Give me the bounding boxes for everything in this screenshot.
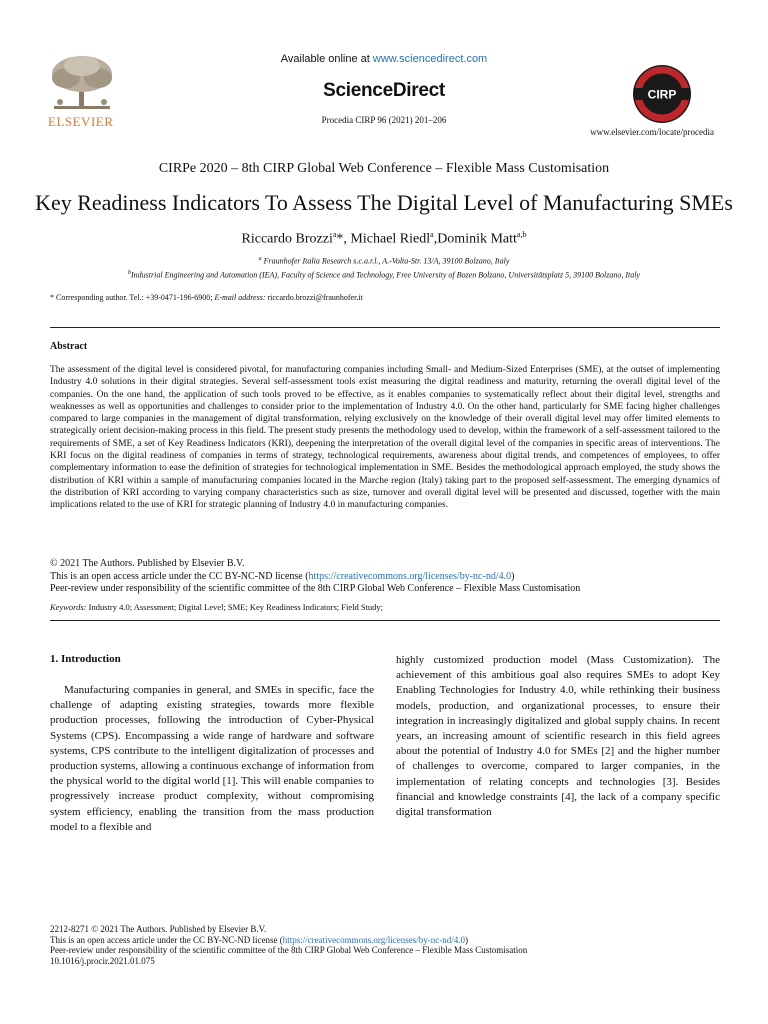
intro-heading: 1. Introduction <box>50 653 121 665</box>
intro-right-column <box>396 653 720 820</box>
copyright-line: © 2021 The Authors. Published by Elsevier B.V. <box>50 558 245 569</box>
open-access-suffix: ) <box>511 570 515 582</box>
abstract-heading: Abstract <box>50 341 88 352</box>
author-sup: a <box>332 230 337 239</box>
author-name: Riccardo Brozzi <box>241 231 333 247</box>
cirp-logo-text: CIRP <box>647 87 677 102</box>
affiliation-text: Industrial Engineering and Automation (IEA), Faculty of Science and Technology, Free University of Bozen Bolzano, Universitätsplatz 5, 39100 Bolzano, Italy <box>131 270 640 280</box>
conference-name: CIRPe 2020 – 8th CIRP Global Web Conference – Flexible Mass Customisation <box>158 161 610 176</box>
author-name: Michael Riedl <box>350 231 431 247</box>
intro-right-paragraph: highly customized production model (Mass Customization). The achievement of this ambitious goal also requires SMEs to adopt Key Enabling Technologies for Industry 4.0, while rethinking their business models, production, and organizational processes, to ensure their integration in increasingly digitalized and global supply chains. In recent years, an increasing amount of scientific research in this field agrees about the potential of Industry 4.0 for SMEs [2] and the higher number of challenges to overcome, compared to larger companies, in the implementation of relating concepts and technologies [3]. Besides financial and knowledge constraints [4], the lack of a company specific digital transformation <box>396 654 720 819</box>
corresponding-label: * Corresponding author. Tel.: +39-0471-196-6900; <box>50 293 215 302</box>
corresponding-author <box>50 293 363 302</box>
footer-issn: 2212-8271 © 2021 The Authors. Published by Elsevier B.V. <box>50 924 267 934</box>
keywords <box>50 602 383 612</box>
keywords-text: Industry 4.0; Assessment; Digital Level; SME; Key Readiness Indicators; Field Study; <box>86 602 384 612</box>
paper-title: Key Readiness Indicators To Assess The Digital Level of Manufacturing SMEs <box>35 190 733 215</box>
author-name: Dominik Matt <box>437 231 517 247</box>
open-access-prefix: This is an open access article under the CC BY-NC-ND license ( <box>50 570 309 582</box>
footer-doi[interactable]: 10.1016/j.procir.2021.01.075 <box>50 955 155 966</box>
peer-review-line: Peer-review under responsibility of the scientific committee of the 8th CIRP Global Web Conference – Flexible Mass Customisation <box>50 583 581 594</box>
journal-reference: Procedia CIRP 96 (2021) 201–206 <box>321 115 447 125</box>
affiliation-a <box>0 256 768 266</box>
available-prefix: Available online at <box>280 53 373 65</box>
journal-url[interactable]: www.elsevier.com/locate/procedia <box>590 127 714 137</box>
author-list <box>0 230 768 248</box>
author-sep: *, <box>336 231 351 247</box>
abstract-text: The assessment of the digital level is considered pivotal, for manufacturing companies including Small- and Medium-Sized Enterprises (SME), at the outset of implementing Industry 4.0 solutions in their digital strategies. Several self-assessment tools exist measuring the digital readiness and maturity, returning the overall digital level of the companies. On the one hand, the application of such tools proved to be effective, as it enables companies to systematically reflect about their digital level, strengths and weaknesses as well as opportunities and challenges to consider prior to the implementation of Industry 4.0. On the other hand, particularly for SME facing higher challenges compared to large companies in the management of digital transformation, relying exclusively on the knowledge of their overall digital level may offer limited elements to strategically orient decision-making process in this field. The present study presents the methodology used to develop, within the framework of a self-assessment tailored to the requirements of SME, a set of Key Readiness Indicators (KRI), deepening the interpretation of the overall digital level of the companies in specific areas of interventions. The KRI focus on the digital readiness of companies in terms of strategy, technological requirements, awareness about digital trends, and competences of employees, to offer complementary information to ease the definition of strategies for technological implementation in SME. Besides the methodological approach employed, the study shows the distribution of KRI within a sample of manufacturing companies located in the Marche region (Italy) taking part to the proposed self-assessment. The emerging dynamics of the distribution of KRI according to varying company characteristics such as size, turnover and overall digital level will be presented and discussed, together with the main implications related to the use of KRI for strategic planning of Industry 4.0 in manufacturing companies. <box>50 365 720 511</box>
license-link[interactable]: https://creativecommons.org/licenses/by-nc-nd/4.0 <box>308 570 512 582</box>
affiliation-b <box>0 270 768 280</box>
email-label: E-mail address: <box>214 293 266 302</box>
sciencedirect-brand: ScienceDirect <box>323 80 445 101</box>
sciencedirect-link[interactable]: www.sciencedirect.com <box>372 53 488 65</box>
intro-left-column <box>50 683 374 835</box>
cirp-logo <box>632 64 692 124</box>
intro-left-paragraph: Manufacturing companies in general, and SMEs in specific, face the challenge of adapting existing strategies, towards more flexible production processes, following the introduction of Cyber-Physical Systems (CPS). Encompassing a wide range of hardware and software systems, CPS contribute to the intelligent digitalization of processes and production systems, allowing a continuous exchange of information from the physical world to the digital world [1]. This will enable companies to progressively increase product complexity, without compromising system efficiency, enabling the transition from the mass production model to a flexible and <box>50 684 374 833</box>
license-block <box>50 558 720 596</box>
affiliation-text: Fraunhofer Italia Research s.c.a.r.l., A.-Volta-Str. 13/A, 39100 Bolzano, Italy <box>261 256 510 266</box>
affiliation-sup: a <box>258 256 262 262</box>
footer-open-prefix: This is an open access article under the CC BY-NC-ND license ( <box>50 934 283 945</box>
author-sup: a,b <box>516 230 527 239</box>
author-sup: a <box>430 230 434 239</box>
bottom-divider <box>50 620 720 621</box>
footer-open-access <box>50 935 720 946</box>
footer-license-link[interactable]: https://creativecommons.org/licenses/by-nc-nd/4.0 <box>282 934 465 945</box>
footer <box>50 924 720 966</box>
open-access-line <box>50 571 720 584</box>
elsevier-wordmark: ELSEVIER <box>48 114 114 129</box>
author-sep: , <box>433 231 438 247</box>
affiliation-sup: b <box>128 270 132 276</box>
footer-peer-review: Peer-review under responsibility of the scientific committee of the 8th CIRP Global Web Conference – Flexible Mass Customisation <box>50 945 528 956</box>
keywords-label: Keywords: <box>50 602 87 612</box>
footer-open-suffix: ) <box>464 934 468 945</box>
cirp-logo-icon <box>632 64 692 124</box>
email-address[interactable]: riccardo.brozzi@fraunhofer.it <box>265 293 363 302</box>
top-divider <box>50 327 720 328</box>
